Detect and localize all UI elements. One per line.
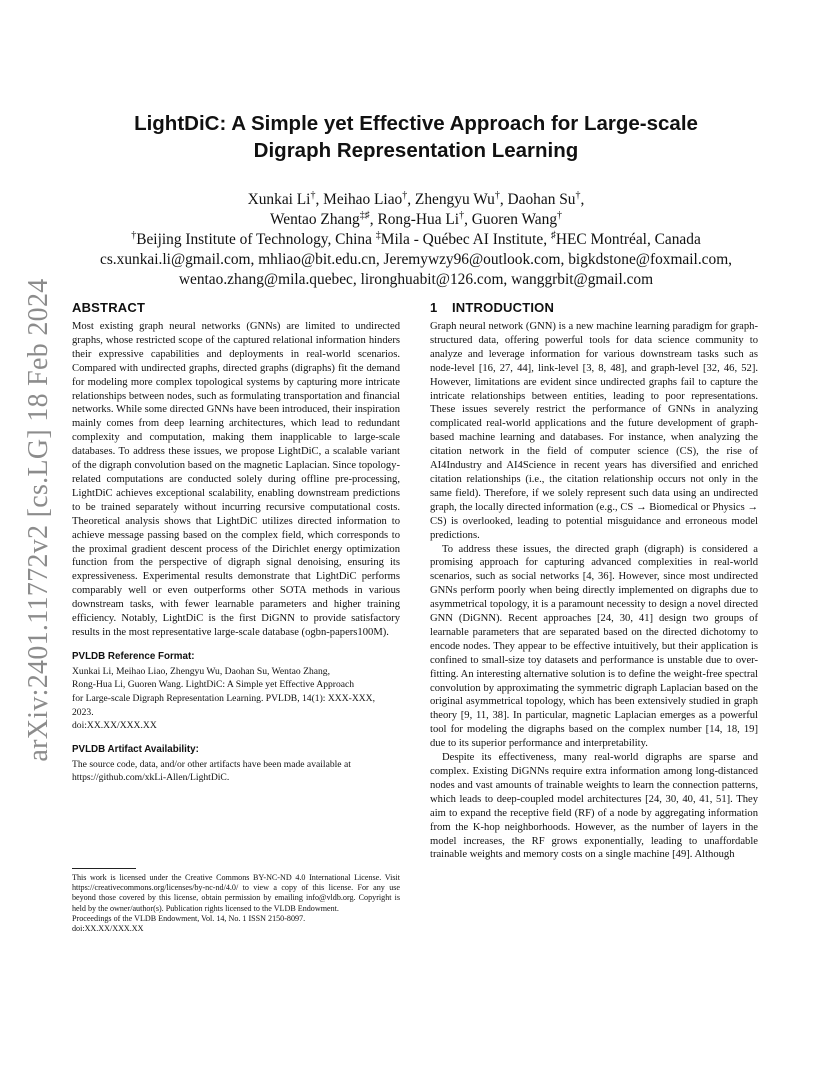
- authors-line-1: Xunkai Li†, Meihao Liao†, Zhengyu Wu†, Daohan Su†,: [247, 189, 585, 208]
- authors-line-2: Wentao Zhang‡♯, Rong-Hua Li†, Guoren Wang†: [269, 209, 563, 228]
- footnote-rule: [72, 868, 136, 869]
- emails-line-1: cs.xunkai.li@gmail.com, mhliao@bit.edu.cn, Jeremywzy96@outlook.com, bigkdstone@foxmail.com,: [99, 251, 733, 268]
- artifact-line-1: The source code, data, and/or other artifacts have been made available at: [72, 758, 351, 770]
- affiliations: †Beijing Institute of Technology, China ‡Mila - Québec AI Institute, ♯HEC Montréal, Canada: [131, 229, 701, 248]
- emails-line-2: wentao.zhang@mila.quebec, lironghuabit@126.com, wanggrbit@gmail.com: [178, 271, 654, 288]
- title-line-1: LightDiC: A Simple yet Effective Approach for Large-scale: [134, 112, 698, 135]
- intro-paragraph-1: Graph neural network (GNN) is a new machine learning paradigm for graph-structured data, offering powerful tools for data science community to analyze and leverage information for various downstream tasks such as node-level [16, 27, 44], link-level [3, 8, 48], and graph-level [32, 46, 52]. However, limitations are evident since undirected graphs fail to capture the intricate relationships between entities, leading to poor representations. These issues severely restrict the performance of GNNs in analyzing complicated real-world applications and the future development of graph-based machine learning and databases. For instance, when analyzing the citation network in the field of computer science (CS), the rise of AI4Industry and AI4Science in recent years has diversified and enriched citation relationships (i.e., the citation relationship occurs not only in the same field). Therefore, if we solely represent such data using an undirected graph, the locally directed information (e.g., CS → Biomedical or Physics → CS) is overlooked, leading to potential misguidance and erroneous model predictions.: [430, 321, 758, 541]
- artifact-link[interactable]: https://github.com/xkLi-Allen/LightDiC.: [72, 772, 230, 784]
- proceedings-text: Proceedings of the VLDB Endowment, Vol. 14, No. 1 ISSN 2150-8097.: [72, 913, 306, 923]
- reference-line-4: 2023.: [72, 706, 94, 718]
- artifact-heading: PVLDB Artifact Availability:: [72, 743, 199, 755]
- abstract-text: Most existing graph neural networks (GNNs) are limited to undirected graphs, whose restricted scope of the captured relational information hinders their expressive capabilities and deployments in real-world scenarios. Compared with undirected graphs, directed graphs (digraphs) fit the demand for modeling more complex topological systems by capturing more intricate relationships between nodes, such as formulating transportation and financial networks. While some directed GNNs have been introduced, their inspiration mainly comes from deep learning architectures, which lead to redundant complexity and computation, making them inapplicable to large-scale databases. To address these issues, we propose LightDiC, a scalable variant of the digraph convolution based on the magnetic Laplacian. Since topology-related computations are conducted solely during offline pre-processing, LightDiC achieves exceptional scalability, enabling downstream predictions to be trained separately without incurring recursive computational costs. Theoretical analysis shows that LightDiC utilizes directed information to achieve message passing based on the complex field, which corresponds to the proximal gradient descent process of the Dirichlet energy optimization function from the perspective of digraph signal denoising, ensuring its expressiveness. Experimental results demonstrate that LightDiC performs comparably well or even outperforms other SOTA methods in various downstream tasks, with fewer learnable parameters and higher training efficiency. Notably, LightDiC is the first DiGNN to provide satisfactory results in the most representative large-scale database (ogbn-papers100M).: [72, 321, 400, 638]
- intro-paragraph-3: Despite its effectiveness, many real-world digraphs are sparse and complex. Existing DiGNNs require extra information among long-distanced nodes and vast amounts of trainable weights to learn the connection patterns, which leads to deep-coupled model architectures [24, 30, 40, 41, 51]. They aim to expand the receptive field (RF) of a node by aggregating information from the K-hop neighborhoods. However, as the number of layers in the model increases, the RF grows exponentially, leading to unaffordable trainable weights and memory costs on a single machine [49]. Although: [430, 752, 758, 861]
- reference-doi: doi:XX.XX/XXX.XX: [72, 720, 157, 732]
- reference-line-1: Xunkai Li, Meihao Liao, Zhengyu Wu, Daohan Su, Wentao Zhang,: [72, 665, 330, 677]
- intro-paragraph-2: To address these issues, the directed graph (digraph) is considered a promising approach for capturing advanced complexities in real-world scenarios, such as social networks [4, 36]. However, since most undirected GNNs perform poorly when being directly implemented on digraphs due to asymmetrical topology, it is a paramount necessity to design a novel directed GNN (DiGNN). Recent approaches [24, 30, 41] design two groups of learnable parameters that are separated based on the directed dichotomy to encode nodes. They appear to be effective intuitively, but their application is confined to small-size toy datasets and performance is unstable due to over-fitting. An interesting alternative solution is to define the weight-free spectral convolution by approximating the symmetric digraph Laplacian based on the original asymmetrical topology, which has been extensively studied in graph theory [9, 11, 38]. In particular, magnetic Laplacian emerges as a powerful tool for modeling the digraphs based on the complex number [14, 18, 19] due to its superior performance and interpretability.: [430, 543, 758, 750]
- arxiv-id[interactable]: arXiv:2401.11772v2 [cs.LG] 18 Feb 2024: [23, 278, 54, 762]
- reference-line-3: for Large-scale Digraph Representation Learning. PVLDB, 14(1): XXX-XXX,: [72, 693, 376, 705]
- license-text: This work is licensed under the Creative Commons BY-NC-ND 4.0 International License. Visit https://creativecommons.org/licenses/by-nc-nd/4.0/ to view a copy of this license. For any use beyond those covered by this license, obtain permission by emailing info@vldb.org. Copyright is held by the owner/author(s). Publication rights licensed to the VLDB Endowment.: [72, 873, 400, 913]
- title-line-2: Digraph Representation Learning: [253, 139, 579, 162]
- abstract-heading: ABSTRACT: [72, 300, 146, 315]
- left-column: [72, 300, 400, 785]
- artifact-text: [72, 758, 400, 785]
- section-title: INTRODUCTION: [452, 300, 555, 315]
- reference-format-text: [72, 665, 400, 733]
- reference-line-2: Rong-Hua Li, Guoren Wang. LightDiC: A Simple yet Effective Approach: [72, 679, 355, 691]
- right-column: [430, 300, 758, 862]
- section-number: 1: [430, 300, 438, 315]
- reference-format-heading: PVLDB Reference Format:: [72, 650, 195, 662]
- paper-title: [74, 110, 758, 164]
- author-block: [74, 190, 758, 290]
- footnote-doi: doi:XX.XX/XXX.XX: [72, 924, 144, 934]
- introduction-heading: [430, 300, 758, 316]
- arxiv-watermark: [14, 280, 64, 760]
- footnote: [72, 873, 400, 934]
